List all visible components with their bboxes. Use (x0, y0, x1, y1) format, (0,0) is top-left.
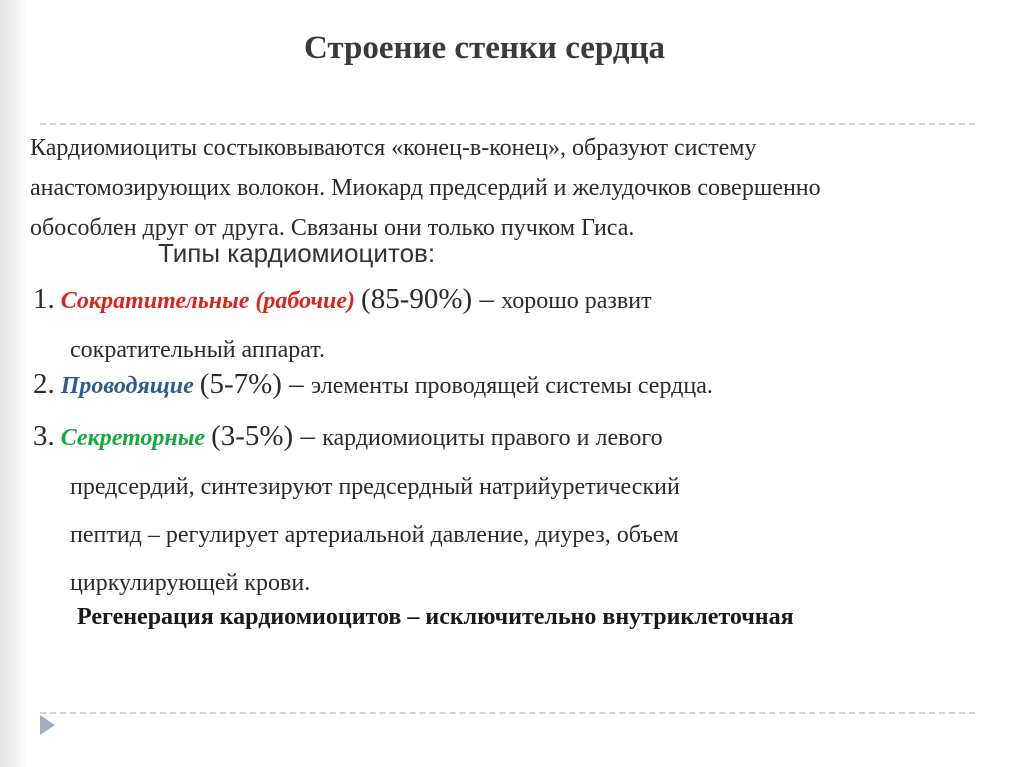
intro-paragraph (30, 128, 990, 248)
types-heading: Типы кардиомиоцитов: (158, 238, 436, 268)
slide-title: Строение стенки сердца (303, 30, 666, 66)
type-dash: – (472, 283, 502, 315)
type-percent: (5-7%) (199, 368, 282, 400)
type-name-secretory: Секреторные (60, 425, 206, 451)
bottom-divider (40, 712, 975, 714)
type-percent: (3-5%) (211, 420, 294, 452)
type-description: кардиомиоциты правого и левого (322, 425, 663, 451)
type-percent: (85-90%) (361, 283, 473, 315)
intro-line-3: обособлен друг от друга. Связаны они только пучком Гиса. (30, 215, 635, 241)
type-item-working (33, 283, 933, 316)
intro-line-2: анастомозирующих волокон. Миокард предсердий и желудочков совершенно (30, 175, 821, 201)
type-item-conducting (33, 368, 933, 401)
intro-line-1: Кардиомиоциты состыковываются «конец-в-конец», образуют систему (30, 135, 757, 161)
type-name-conducting: Проводящие (60, 373, 194, 399)
top-divider (40, 123, 975, 125)
item-number: 2. (33, 368, 55, 400)
triangle-right-icon[interactable] (40, 715, 55, 735)
type-item-secretory (33, 420, 933, 453)
type-dash: – (293, 420, 323, 452)
item-number: 1. (33, 283, 55, 315)
type-description: элементы проводящей системы сердца. (310, 373, 713, 399)
item-continuation: предсердий, синтезируют предсердный натрийуретический (70, 474, 680, 500)
item-number: 3. (33, 420, 55, 452)
regeneration-note: Регенерация кардиомиоцитов – исключительно внутриклеточная (77, 604, 794, 630)
type-description: хорошо развит (501, 288, 652, 314)
item-continuation: пептид – регулирует артериальной давление, диурез, объем (70, 522, 679, 548)
item-continuation: циркулирующей крови. (70, 570, 311, 596)
type-name-working: Сократительные (рабочие) (60, 288, 356, 314)
slide-left-bar (0, 0, 27, 767)
type-dash: – (281, 368, 311, 400)
item-continuation: сократительный аппарат. (70, 337, 325, 363)
